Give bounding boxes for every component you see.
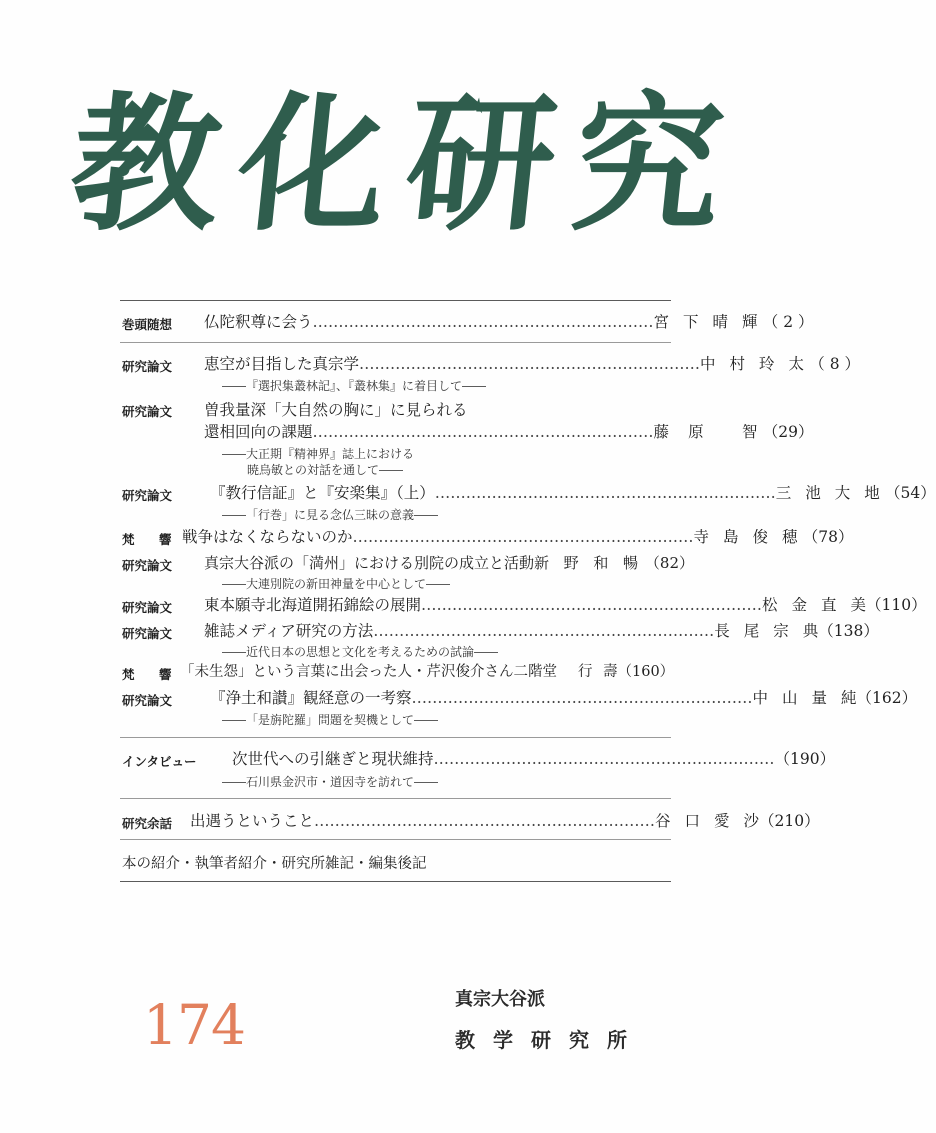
page-number: （138） <box>818 622 879 640</box>
toc-entry <box>204 422 814 442</box>
article-title: 出遇うということ <box>190 812 315 830</box>
article-title: 次世代への引継ぎと現状維持 <box>232 750 434 768</box>
publisher-name: 真宗大谷派 <box>455 989 545 1010</box>
journal-title <box>62 79 732 251</box>
toc-rule-bottom <box>120 881 671 882</box>
article-title: 雑誌メディア研究の方法 <box>204 622 374 640</box>
toc-category: 研究論文 <box>122 600 173 615</box>
toc-rule <box>120 342 671 343</box>
toc-category: 研究余話 <box>122 816 173 831</box>
leader-dots: ………………………………………………………… <box>434 484 776 502</box>
toc-entry <box>180 662 675 682</box>
toc-entry <box>190 811 820 831</box>
toc-rule <box>120 798 671 799</box>
toc-category: 梵 響 <box>122 532 178 547</box>
issue-number: 174 <box>143 993 245 1057</box>
title-char: 研 <box>397 79 564 251</box>
toc-entry <box>204 312 814 332</box>
article-title: 『浄土和讃』観経意の一考察 <box>210 689 412 707</box>
article-author: 中 村 玲 太 <box>700 355 804 373</box>
article-title: 仏陀釈尊に会う <box>204 313 313 331</box>
title-char: 化 <box>230 79 397 251</box>
page-number: （190） <box>774 750 836 768</box>
leader-dots: ………………………………………………………… <box>411 689 753 707</box>
leader-dots: ………………………………………………………… <box>433 750 775 768</box>
toc-rule-top <box>120 300 671 301</box>
article-title: 戦争はなくならないのか <box>182 528 353 546</box>
leader-dots: ………………………………………………………… <box>373 622 715 640</box>
article-subtitle: ――石川県金沢市・道因寺を訪れて―― <box>222 775 439 789</box>
article-subtitle: 暁烏敏との対話を通して―― <box>247 463 404 477</box>
publisher-institute: 教学研究所 <box>455 1028 645 1052</box>
page-number: （ 2 ） <box>762 313 814 331</box>
page-number: （82） <box>644 554 695 572</box>
leader-dots: ………………………………………………………… <box>312 423 654 441</box>
article-title: 「未生怨」という言葉に出会った人・芹沢俊介さん <box>180 664 514 680</box>
article-title: 還相回向の課題 <box>204 423 313 441</box>
toc-entry <box>232 749 836 769</box>
page-number: （110） <box>866 596 927 614</box>
toc-category: 研究論文 <box>122 404 173 419</box>
toc-entry <box>182 527 854 547</box>
article-title: 真宗大谷派の「満州」における別院の成立と活動 <box>204 554 535 572</box>
article-subtitle: ――大正期『精神界』誌上における <box>222 447 415 461</box>
toc-entry <box>210 688 918 708</box>
article-author: 二階堂 行 壽 <box>513 664 618 680</box>
leader-dots: ………………………………………………………… <box>314 812 656 830</box>
page-number: （210） <box>759 812 820 830</box>
toc-category: 研究論文 <box>122 693 173 708</box>
toc-entry <box>210 483 936 503</box>
toc-category: 研究論文 <box>122 558 173 573</box>
toc-category: 研究論文 <box>122 359 173 374</box>
article-title-line1: 曽我量深「大自然の胸に」に見られる <box>204 401 468 419</box>
title-char: 究 <box>564 79 732 251</box>
article-subtitle: ――『選択集叢林記』、『叢林集』に着目して―― <box>222 379 487 393</box>
article-subtitle: ――大連別院の新田神量を中心として―― <box>222 577 451 591</box>
article-title: 東本願寺北海道開拓錦絵の展開 <box>204 596 422 614</box>
article-author: 長 尾 宗 典 <box>714 622 819 640</box>
toc-category: 巻頭随想 <box>122 317 173 332</box>
article-title: 恵空が目指した真宗学 <box>204 355 360 373</box>
toc-entry <box>204 354 861 374</box>
page-number: （54） <box>885 484 936 502</box>
article-subtitle: ――「行巻」に見る念仏三昧の意義―― <box>222 508 439 522</box>
toc-rule <box>120 839 671 840</box>
leader-dots: ………………………………………………………… <box>421 596 763 614</box>
toc-entry <box>204 621 879 641</box>
article-author: 松 金 直 美 <box>762 596 866 614</box>
toc-category: 梵 響 <box>122 667 178 682</box>
leader-dots: ………………………………………………………… <box>359 355 701 373</box>
page-number: （162） <box>856 689 918 707</box>
toc-footer-line: 本の紹介・執筆者紹介・研究所雑記・編集後記 <box>122 856 427 872</box>
article-author: 寺 島 俊 穂 <box>693 528 798 546</box>
article-title: 『教行信証』と『安楽集』（上） <box>210 484 435 502</box>
title-char: 教 <box>62 79 230 251</box>
article-author: 宮 下 晴 輝 <box>653 313 758 331</box>
article-author: 谷 口 愛 沙 <box>655 812 759 830</box>
article-subtitle: ――近代日本の思想と文化を考えるための試論―― <box>222 645 499 659</box>
toc-category: 研究論文 <box>122 626 173 641</box>
page-number: （29） <box>762 423 814 441</box>
toc-category: 研究論文 <box>122 488 173 503</box>
toc-rule <box>120 737 671 738</box>
article-author: 新 野 和 暢 <box>534 554 638 572</box>
leader-dots: ………………………………………………………… <box>352 528 694 546</box>
article-subtitle: ――「是旃陀羅」問題を契機として―― <box>222 713 439 727</box>
page-number: （78） <box>802 528 854 546</box>
leader-dots: ………………………………………………………… <box>312 313 654 331</box>
article-author: 中 山 量 純 <box>752 689 857 707</box>
toc-entry <box>204 553 695 573</box>
page-number: （ 8 ） <box>809 355 861 373</box>
page-number: （160） <box>617 664 675 680</box>
article-author: 藤 原 智 <box>653 423 758 441</box>
toc-category: インタビュー <box>122 754 197 769</box>
toc-entry <box>204 595 927 615</box>
article-author: 三 池 大 地 <box>775 484 880 502</box>
